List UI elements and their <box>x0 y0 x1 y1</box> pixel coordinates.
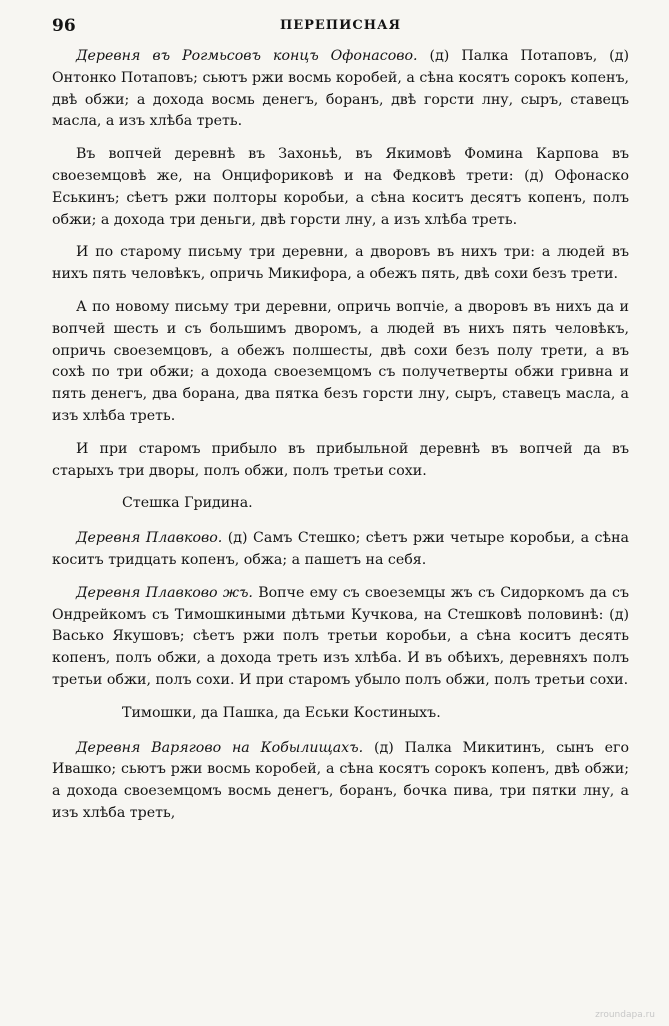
body-text <box>52 46 629 825</box>
paragraph-lead: Деревня Плавково жъ. <box>76 584 253 601</box>
paragraph <box>52 46 629 133</box>
paragraph-text: И при старомъ прибыло въ прибыльной деревнѣ въ вопчей да въ старыхъ три дворы, полъ обжи, полъ третьи сохи. <box>52 440 629 479</box>
paragraph <box>52 297 629 428</box>
paragraph-text: И по старому письму три деревни, а дворовъ въ нихъ три: а людей въ нихъ пять человѣкъ, опричь Микифора, а обежъ пять, двѣ сохи безъ трети. <box>52 244 629 283</box>
page-number: 96 <box>52 16 76 36</box>
paragraph-text: (д) Палка Потаповъ, (д) Онтонко Потаповъ; сьютъ ржи восмь коробей, а сѣна косятъ сорокъ копенъ, двѣ обжи; а дохода восмь денегъ, боранъ, двѣ горсти лну, сыръ, ставецъ масла, а изъ хлѣба треть. <box>52 48 629 130</box>
paragraph <box>52 439 629 483</box>
paragraph-lead: Деревня въ Рогмьсовъ концъ Офонасово. <box>76 48 418 64</box>
paragraph-text: Стешка Гридина. <box>122 495 253 512</box>
paragraph <box>52 144 629 231</box>
paragraph-text: Вопче ему съ своеземцы жъ съ Сидоркомъ да съ Ондрейкомъ съ Тимошкиными дѣтьми Кучкова, на Стешковѣ половинѣ: (д) Васько Якушовъ; сѣетъ ржи полъ третьи коробьи, а сѣна коситъ десять копенъ, полъ обжи, а дохода треть изъ хлѣба. И въ обѣихъ, деревняхъ полъ третьи обжи, полъ сохи. И при старомъ убыло полъ обжи, полъ третьи сохи. <box>52 584 630 688</box>
paragraph <box>52 738 629 825</box>
paragraph-lead: Деревня Варягово на Кобылищахъ. <box>76 739 364 756</box>
running-head: ПЕРЕПИСНАЯ <box>279 18 402 33</box>
paragraph <box>52 528 629 572</box>
paragraph-text: Въ вопчей деревнѣ въ Захоньѣ, въ Якимовѣ Фомина Карпова въ своеземцовѣ же, на Онцифориковѣ и на Федковѣ трети: (д) Офонаско Еськинъ; сѣетъ ржи полторы коробьи, а сѣна коситъ десятъ копенъ, полъ обжи; а дохода три деньги, двѣ горсти лну, а изъ хлѣба треть. <box>52 146 629 228</box>
watermark: zroundapa.ru <box>595 1010 655 1020</box>
section-heading <box>52 493 629 515</box>
paragraph-text: (д) Палка Микитинъ, сынъ его Ивашко; сьютъ ржи восмь коробей, а сѣна косятъ сорокъ копенъ, двѣ обжи; а дохода своеземцомъ восмь денегъ, боранъ, бочка пива, три пятки лну, а изъ хлѣба треть, <box>52 739 629 821</box>
paragraph-lead: Деревня Плавково. <box>76 530 223 547</box>
paragraph <box>52 242 629 286</box>
paragraph-text: А по новому письму три деревни, опричь вопчiе, а дворовъ въ нихъ да и вопчей шесть и съ большимъ дворомъ, а людей въ нихъ пять человѣкъ, опричь своеземцовъ, а обежъ полшесты, двѣ сохи безъ полу трети, а въ сохѣ по три обжи; а дохода своеземцомъ съ получетверты обжи гривна и пять денегъ, два борана, два пятка безъ горсти лну, сыръ, ставецъ масла, а изъ хлѣба треть. <box>52 298 629 424</box>
paragraph-text: (д) Самъ Стешко; сѣетъ ржи четыре коробьи, а сѣна коситъ тридцать копенъ, обжа; а пашетъ на себя. <box>52 530 629 568</box>
section-heading <box>52 703 629 725</box>
page-header <box>52 16 629 46</box>
paragraph <box>52 583 629 692</box>
paragraph-text: Тимошки, да Пашка, да Еськи Костиныхъ. <box>122 704 441 721</box>
